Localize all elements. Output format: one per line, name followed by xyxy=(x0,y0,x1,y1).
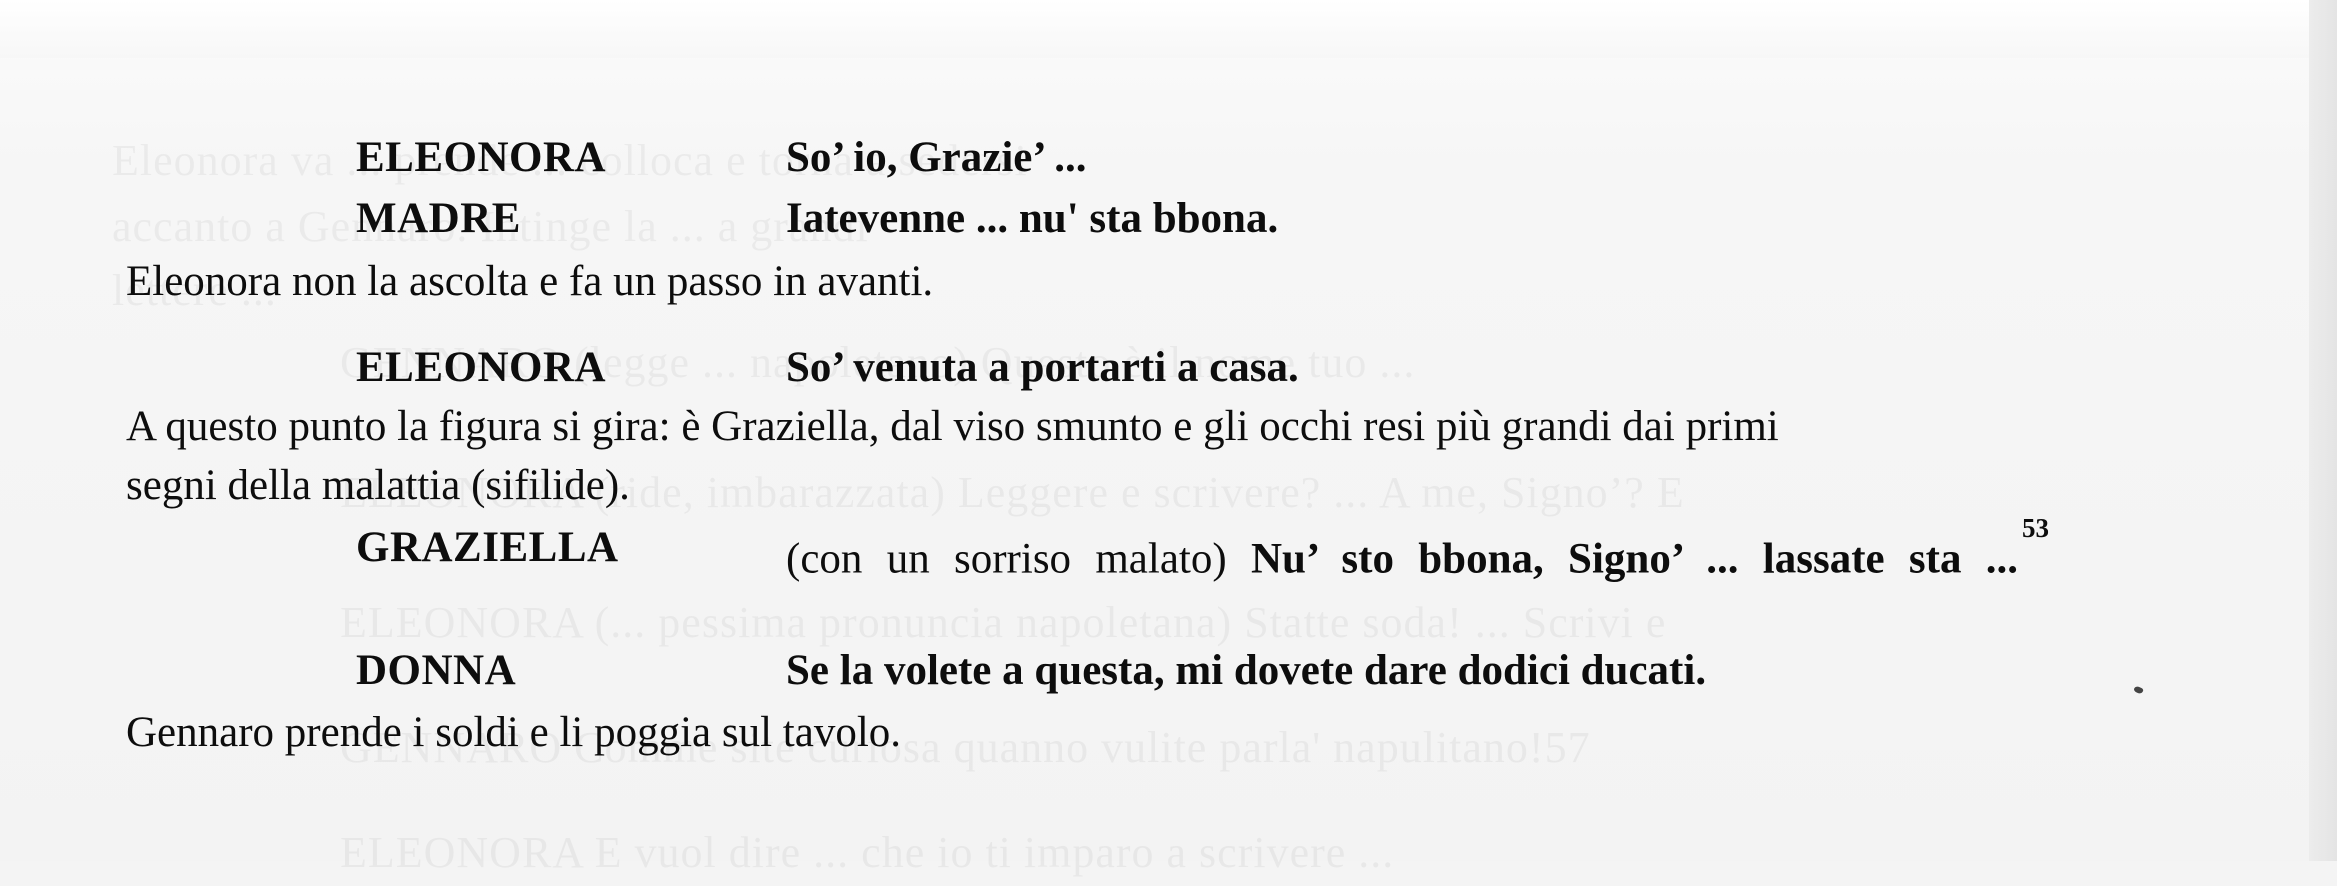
page-right-edge xyxy=(2309,0,2337,861)
speaker-name: ELEONORA xyxy=(356,344,607,391)
speaker-name: ELEONORA xyxy=(356,134,607,181)
show-through-line xyxy=(340,820,1394,886)
speaker-name: DONNA xyxy=(356,647,517,694)
ink-speck xyxy=(2133,685,2144,694)
footnote-ref: 53 xyxy=(2022,513,2050,543)
dialogue-line: Nu’ sto bbona, Signo’ ... lassate sta ... xyxy=(1251,535,2019,583)
dialogue-line: Iatevenne ... nu' sta bbona. xyxy=(786,195,1279,242)
stage-direction-inline: (con un sorriso malato) xyxy=(786,535,1227,583)
dialogue-block xyxy=(786,513,2050,585)
page-top-edge xyxy=(0,0,2337,58)
stage-direction: Gennaro prende i soldi e li poggia sul tavolo. xyxy=(126,709,902,756)
stage-direction: segni della malattia (sifilide). xyxy=(126,462,630,509)
speaker-name: MADRE xyxy=(356,195,521,242)
dialogue-line: So’ venuta a portarti a casa. xyxy=(786,344,1299,391)
speaker-name: GRAZIELLA xyxy=(356,524,619,571)
dialogue-line: Se la volete a questa, mi dovete dare dodici ducati. xyxy=(786,647,1707,694)
stage-direction: A questo punto la figura si gira: è Graziella, dal viso smunto e gli occhi resi più grandi dai primi xyxy=(126,403,1779,450)
dialogue-line: So’ io, Grazie’ ... xyxy=(786,134,1087,181)
stage-direction: Eleonora non la ascolta e fa un passo in avanti. xyxy=(126,258,934,305)
